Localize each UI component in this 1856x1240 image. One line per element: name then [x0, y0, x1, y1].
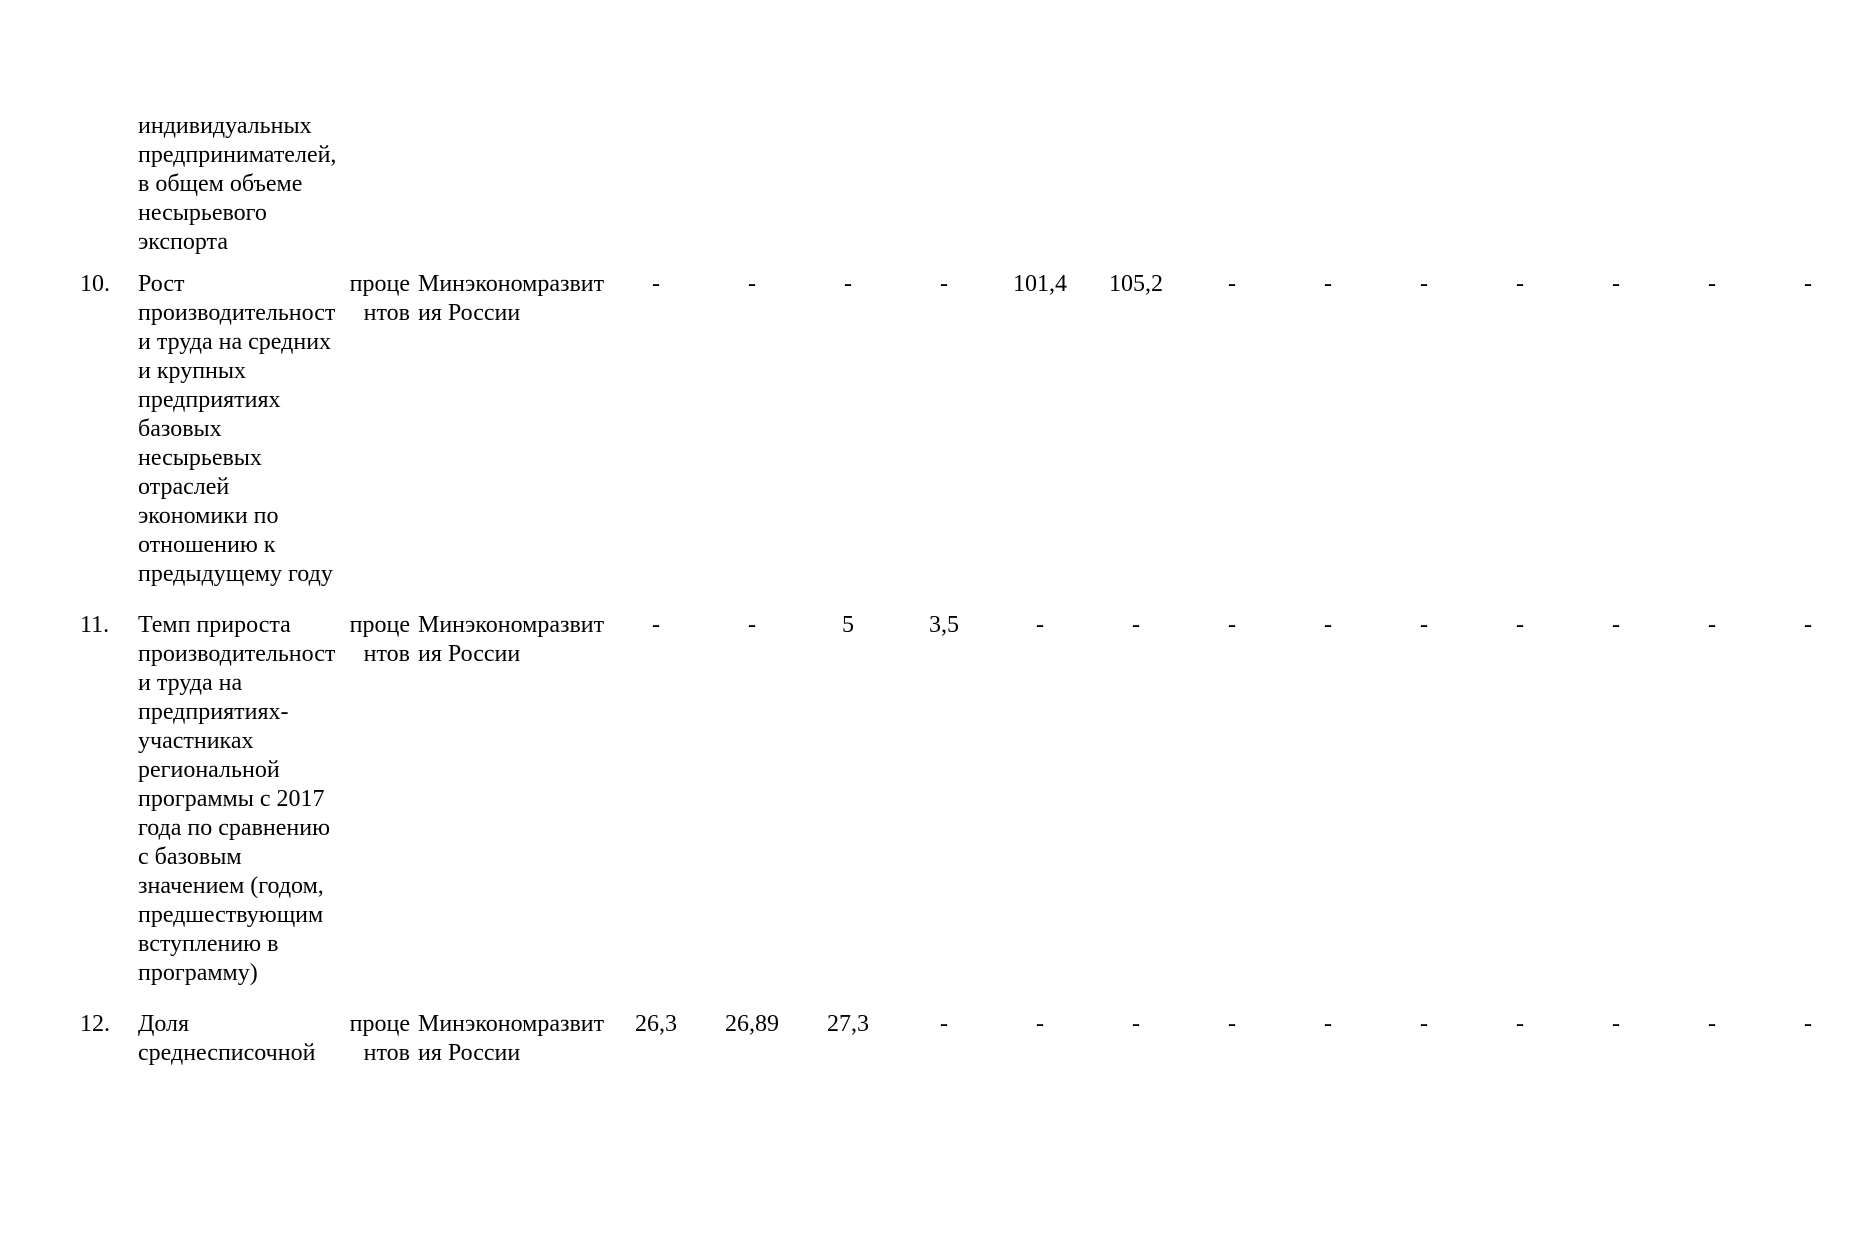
value-cell: 26,3 [635, 1011, 677, 1037]
value-cell [1376, 112, 1472, 257]
value-cell: 5 [842, 612, 854, 638]
table-row [0, 1010, 1856, 1068]
row-gap [0, 257, 1856, 270]
value-cell: - [652, 612, 660, 638]
row-gap [0, 589, 1856, 611]
value-cell [1088, 112, 1184, 257]
responsible-authority: Минэкономразвития России [418, 1011, 605, 1066]
value-cell [1568, 112, 1664, 257]
left-margin [0, 1010, 80, 1068]
value-cell: - [1324, 271, 1332, 297]
value-cell [1472, 112, 1568, 257]
responsible-authority: Минэкономразвития России [418, 271, 605, 326]
value-cell: - [652, 271, 660, 297]
value-cell [1184, 112, 1280, 257]
indicator-name: Доля среднесписочной [138, 1011, 316, 1066]
row-number-continued [80, 112, 138, 257]
value-cell: - [1228, 271, 1236, 297]
row-number: 12. [80, 1011, 110, 1037]
value-cell [896, 112, 992, 257]
value-cell: - [1804, 1011, 1812, 1037]
value-cell: - [1420, 271, 1428, 297]
value-cell: 101,4 [1013, 271, 1067, 297]
value-cell [1280, 112, 1376, 257]
row-gap [0, 988, 1856, 1010]
value-cell [992, 112, 1088, 257]
unit-label: процентов [349, 612, 410, 667]
value-cell: - [1612, 1011, 1620, 1037]
top-spacer [0, 0, 1856, 112]
left-margin [0, 611, 80, 988]
left-margin [0, 270, 80, 589]
value-cell [1760, 112, 1856, 257]
value-cell: - [1708, 271, 1716, 297]
responsible-continued [418, 112, 608, 257]
value-cell: - [1036, 1011, 1044, 1037]
gap [410, 112, 418, 257]
value-cell: - [748, 612, 756, 638]
value-cell: - [1804, 612, 1812, 638]
value-cell: - [1804, 271, 1812, 297]
indicator-name: Темп прироста производительности труда на предприятиях-участниках региональной программы с 2017 года по сравнению с базовым значением (годом, предшествующим вступлению в программу) [138, 612, 336, 986]
value-cell: 3,5 [929, 612, 959, 638]
value-cell: - [1036, 612, 1044, 638]
value-cell: - [1612, 271, 1620, 297]
gap [410, 611, 418, 988]
table-row [0, 611, 1856, 988]
unit-label: процентов [349, 271, 410, 326]
value-cell: - [1516, 1011, 1524, 1037]
value-cell [800, 112, 896, 257]
indicator-name: Рост производительности труда на средних и крупных предприятиях базовых несырьевых отраслей экономики по отношению к предыдущему году [138, 271, 336, 587]
gap [410, 1010, 418, 1068]
indicator-name-continued: индивидуальных предпринимателей, в общем объеме несырьевого экспорта [138, 113, 337, 255]
value-cell: - [1324, 612, 1332, 638]
value-cell: 26,89 [725, 1011, 779, 1037]
table-row-continued [0, 112, 1856, 257]
value-cell: - [1132, 612, 1140, 638]
value-cell: - [1516, 271, 1524, 297]
value-cell: 105,2 [1109, 271, 1163, 297]
value-cell: - [748, 271, 756, 297]
value-cell: - [1228, 612, 1236, 638]
value-cell: - [940, 271, 948, 297]
value-cell: - [1324, 1011, 1332, 1037]
row-number: 11. [80, 612, 110, 638]
value-cell: - [1612, 612, 1620, 638]
value-cell [1664, 112, 1760, 257]
value-cell [704, 112, 800, 257]
responsible-authority: Минэкономразвития России [418, 612, 605, 667]
value-cell: - [1516, 612, 1524, 638]
value-cell [608, 112, 704, 257]
value-cell: - [1708, 612, 1716, 638]
value-cell: - [844, 271, 852, 297]
value-cell: - [1228, 1011, 1236, 1037]
row-number: 10. [80, 271, 110, 297]
value-cell: 27,3 [827, 1011, 869, 1037]
unit-label: процентов [349, 1011, 410, 1066]
value-cell: - [1708, 1011, 1716, 1037]
value-cell: - [940, 1011, 948, 1037]
left-margin [0, 112, 80, 257]
gap [410, 270, 418, 589]
table-row [0, 270, 1856, 589]
value-cell: - [1132, 1011, 1140, 1037]
value-cell: - [1420, 1011, 1428, 1037]
value-cell: - [1420, 612, 1428, 638]
unit-continued [340, 112, 410, 257]
